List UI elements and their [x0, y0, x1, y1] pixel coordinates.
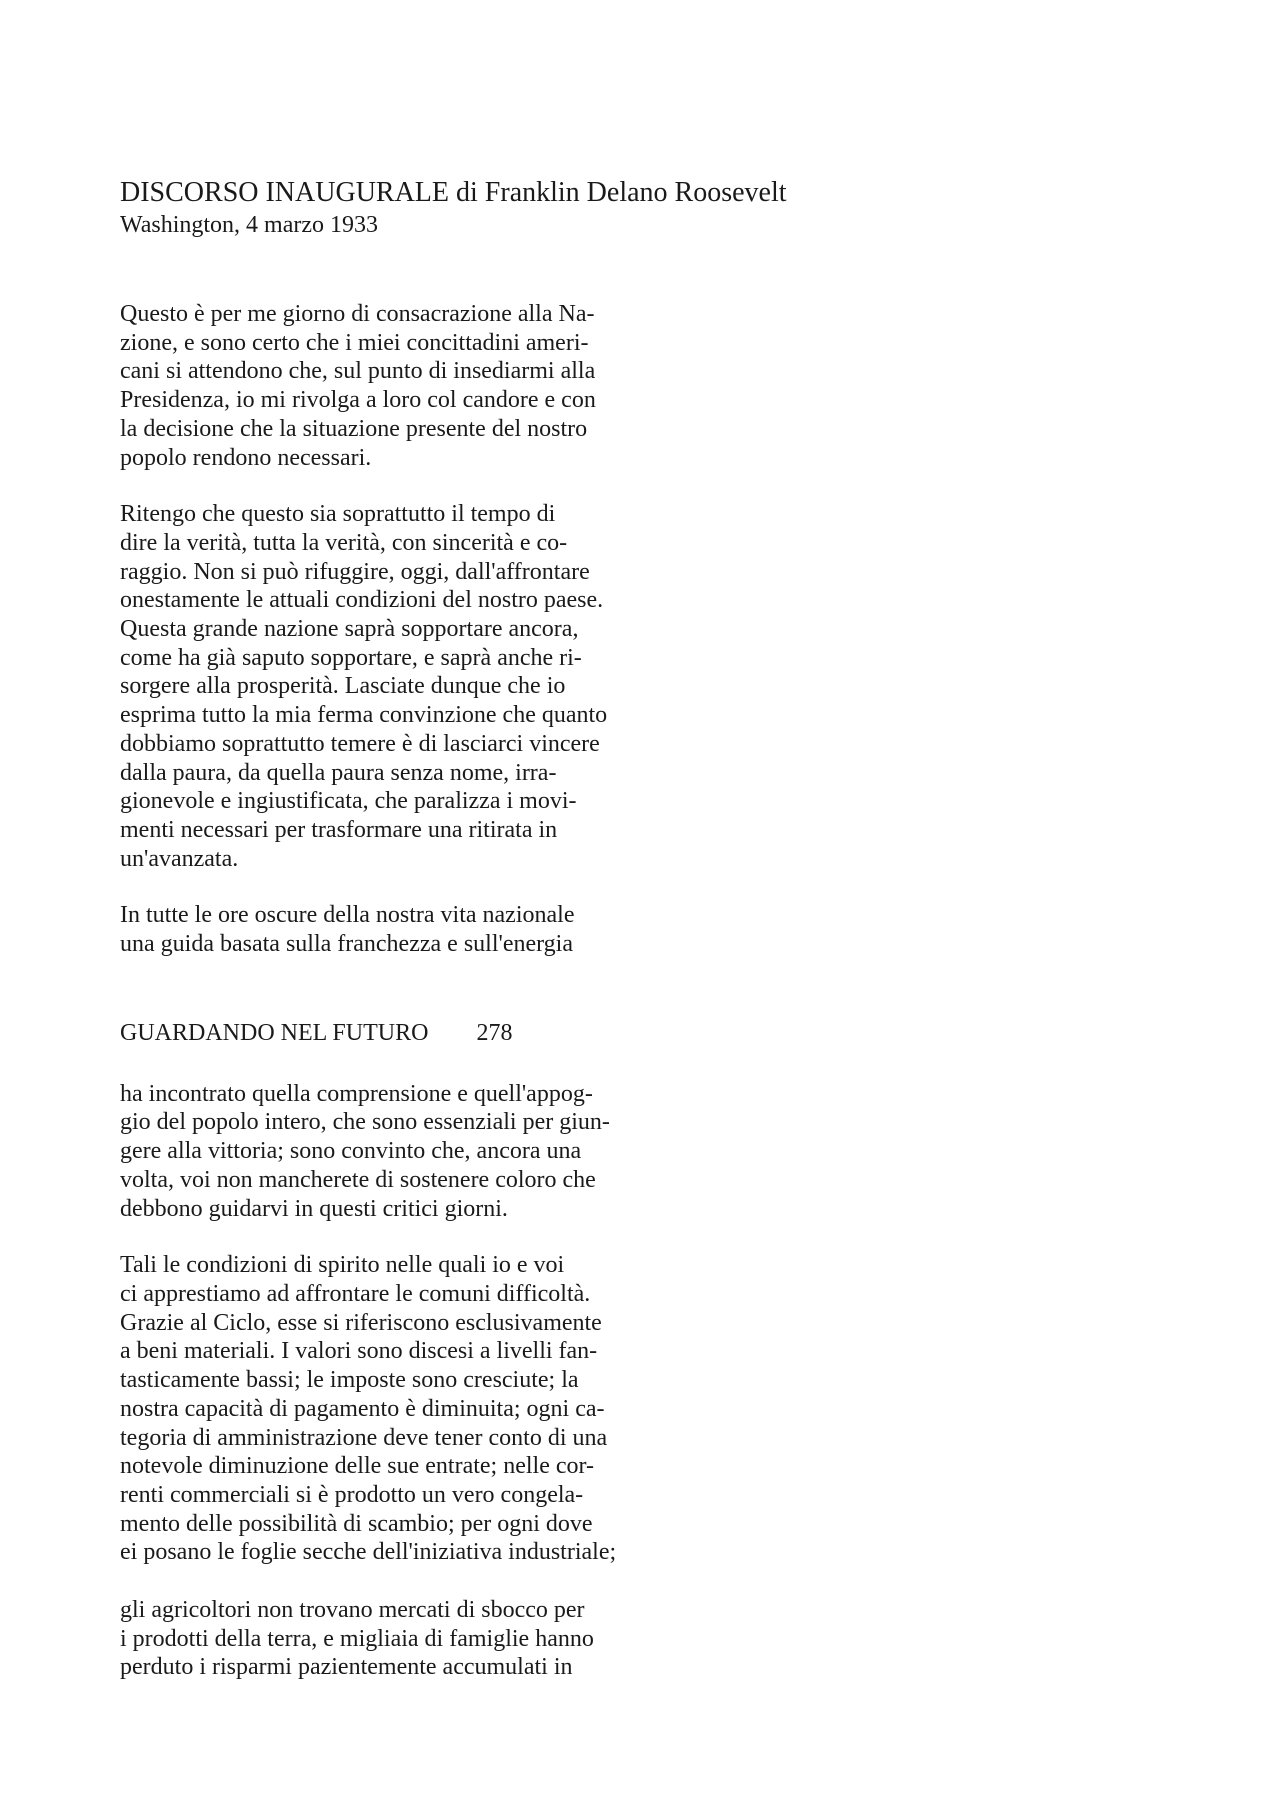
- text-line: Questo è per me giorno di consacrazione alla Na-: [120, 301, 595, 327]
- text-line: Tali le condizioni di spirito nelle quali io e voi: [120, 1252, 565, 1279]
- text-line: gere alla vittoria; sono convinto che, ancora una: [120, 1138, 582, 1165]
- text-line: ci apprestiamo ad affrontare le comuni difficoltà.: [120, 1280, 591, 1307]
- text-line: tegoria di amministrazione deve tener conto di una: [120, 1424, 608, 1451]
- paragraph-5: [120, 1251, 820, 1567]
- text-line: menti necessari per trasformare una ritirata in: [120, 816, 558, 843]
- text-line: zione, e sono certo che i miei concittadini ameri-: [120, 329, 589, 356]
- text-line: dobbiamo soprattutto temere è di lasciarci vincere: [120, 730, 600, 757]
- text-line: la decisione che la situazione presente del nostro: [120, 415, 588, 442]
- running-header: [120, 1018, 820, 1048]
- text-line: un'avanzata.: [120, 845, 239, 872]
- text-line: raggio. Non si può rifuggire, oggi, dall'affrontare: [120, 558, 590, 585]
- text-line: ha incontrato quella comprensione e quell'appog-: [120, 1080, 593, 1107]
- page-number: 278: [476, 1019, 513, 1046]
- text-line: Ritengo che questo sia soprattutto il tempo di: [120, 501, 556, 528]
- text-line: come ha già saputo sopportare, e saprà anche ri-: [120, 644, 582, 671]
- text-line: ei posano le foglie secche dell'iniziativa industriale;: [120, 1539, 617, 1566]
- text-line: gli agricoltori non trovano mercati di sbocco per: [120, 1597, 585, 1624]
- text-line: i prodotti della terra, e migliaia di famiglie hanno: [120, 1625, 594, 1652]
- text-line: nostra capacità di pagamento è diminuita; ogni ca-: [120, 1395, 605, 1422]
- paragraph-4: [120, 1080, 820, 1224]
- document-title: DISCORSO INAUGURALE di Franklin Delano Roosevelt: [120, 177, 787, 208]
- text-line: onestamente le attuali condizioni del nostro paese.: [120, 587, 604, 614]
- paragraph-6: [120, 1596, 820, 1682]
- text-line: renti commerciali si è prodotto un vero congela-: [120, 1481, 584, 1508]
- paragraph-3: [120, 901, 820, 958]
- text-line: popolo rendono necessari.: [120, 444, 372, 471]
- paragraph-1: [120, 300, 820, 472]
- text-line: sorgere alla prosperità. Lasciate dunque che io: [120, 673, 566, 700]
- text-line: dalla paura, da quella paura senza nome, irra-: [120, 759, 557, 786]
- text-line: debbono guidarvi in questi critici giorni.: [120, 1195, 508, 1222]
- text-line: Questa grande nazione saprà sopportare ancora,: [120, 616, 579, 643]
- text-line: perduto i risparmi pazientemente accumulati in: [120, 1654, 573, 1681]
- text-line: Presidenza, io mi rivolga a loro col candore e con: [120, 387, 596, 414]
- text-line: gionevole e ingiustificata, che paralizza i movi-: [120, 788, 577, 815]
- text-line: notevole diminuzione delle sue entrate; nelle cor-: [120, 1453, 594, 1480]
- text-line: a beni materiali. I valori sono discesi a livelli fan-: [120, 1338, 598, 1365]
- text-line: In tutte le ore oscure della nostra vita nazionale: [120, 902, 575, 929]
- text-line: esprima tutto la mia ferma convinzione che quanto: [120, 702, 608, 729]
- text-line: gio del popolo intero, che sono essenziali per giun-: [120, 1109, 610, 1136]
- running-header-section: GUARDANDO NEL FUTURO: [120, 1019, 429, 1046]
- text-line: una guida basata sulla franchezza e sull'energia: [120, 931, 573, 958]
- document-page: [120, 176, 820, 1682]
- text-line: tasticamente bassi; le imposte sono cresciute; la: [120, 1367, 579, 1394]
- paragraph-2: [120, 500, 820, 873]
- text-line: volta, voi non mancherete di sostenere coloro che: [120, 1166, 596, 1193]
- document-subtitle: Washington, 4 marzo 1933: [120, 212, 379, 238]
- text-line: Grazie al Ciclo, esse si riferiscono esclusivamente: [120, 1309, 602, 1336]
- text-line: mento delle possibilità di scambio; per ogni dove: [120, 1510, 593, 1537]
- text-line: dire la verità, tutta la verità, con sincerità e co-: [120, 529, 568, 556]
- text-line: cani si attendono che, sul punto di insediarmi alla: [120, 358, 596, 385]
